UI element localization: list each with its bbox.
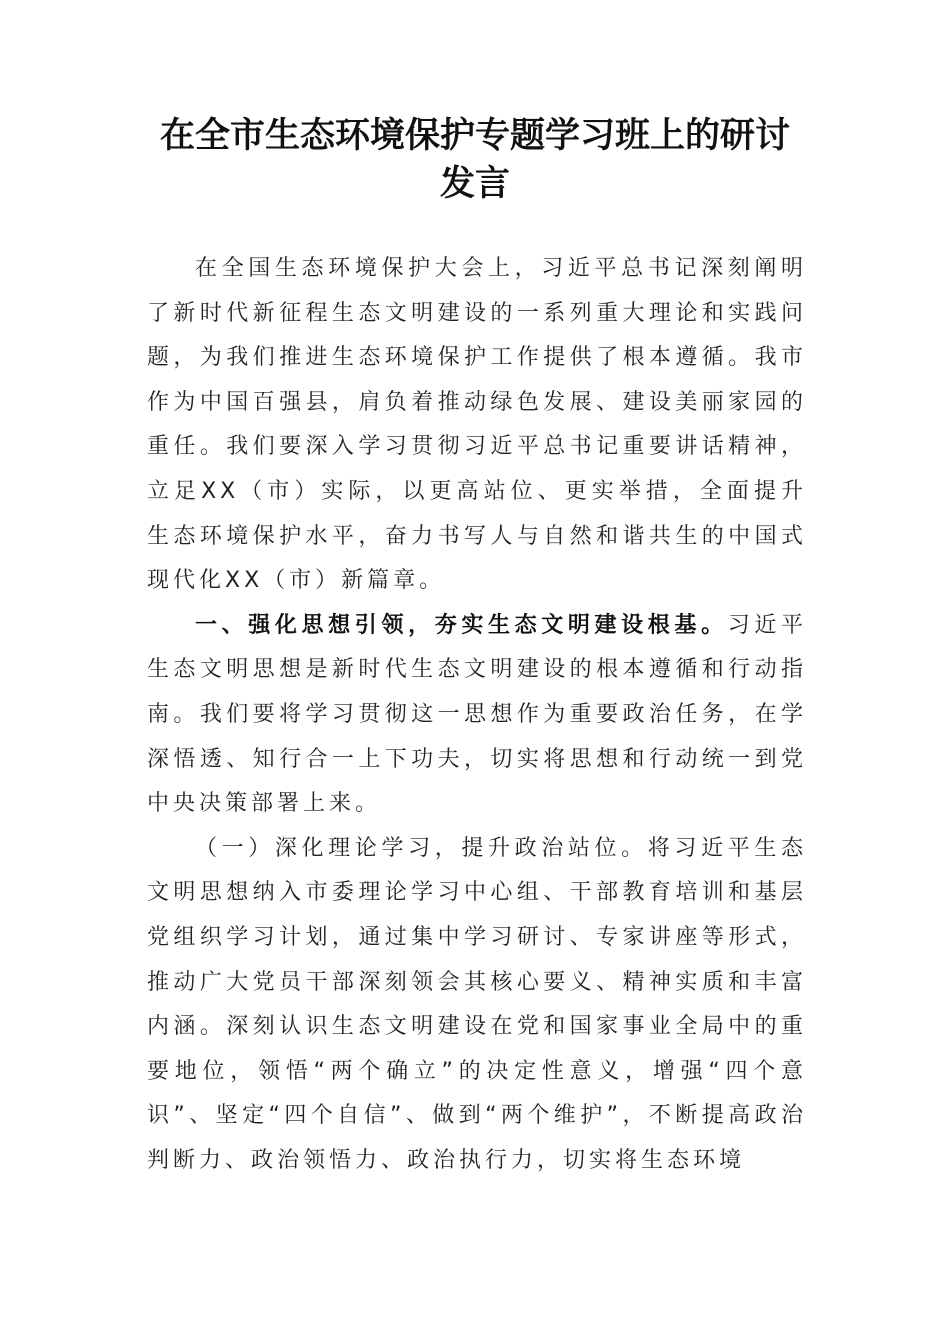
title-line-1: 在全市生态环境保护专题学习班上的研讨 — [159, 115, 790, 156]
subsection-1-text: 将习近平生态文明思想纳入市委理论学习中心组、干部教育培训和基层党组织学习计划，通过集中学习研讨、专家讲座等形式，推动广大党员干部深刻领会其核心要义、精神实质和丰富内涵。深刻认识生态文明建设在党和国家事业全局中的重要地位，领悟“两个确立”的决定性意义，增强“四个意识”、坚定“四个自信”、做到“两个维护”，不断提高政治判断力、政治领悟力、政治执行力，切实将生态环境 — [147, 835, 807, 1173]
title-line-2: 发言 — [439, 163, 510, 204]
paragraph-intro: 在全国生态环境保护大会上，习近平总书记深刻阐明了新时代新征程生态文明建设的一系列重大理论和实践问题，为我们推进生态环境保护工作提供了根本遵循。我市作为中国百强县，肩负着推动绿色发展、建设美丽家园的重任。我们要深入学习贯彻习近平总书记重要讲话精神，立足XX（市）实际，以更高站位、更实举措，全面提升生态环境保护水平，奋力书写人与自然和谐共生的中国式现代化XX（市）新篇章。 — [147, 256, 807, 594]
paragraph-subsection-1 — [147, 827, 807, 1184]
document-body — [147, 247, 807, 1183]
subsection-1-heading: （一）深化理论学习，提升政治站位。 — [195, 835, 648, 861]
paragraph-section-1 — [147, 604, 807, 827]
section-1-text: 习近平生态文明思想是新时代生态文明建设的根本遵循和行动指南。我们要将学习贯彻这一思想作为重要政治任务，在学深悟透、知行合一上下功夫，切实将思想和行动统一到党中央决策部署上来。 — [147, 612, 807, 817]
document-title — [120, 112, 830, 208]
section-1-heading: 一、强化思想引领，夯实生态文明建设根基。 — [195, 612, 728, 638]
